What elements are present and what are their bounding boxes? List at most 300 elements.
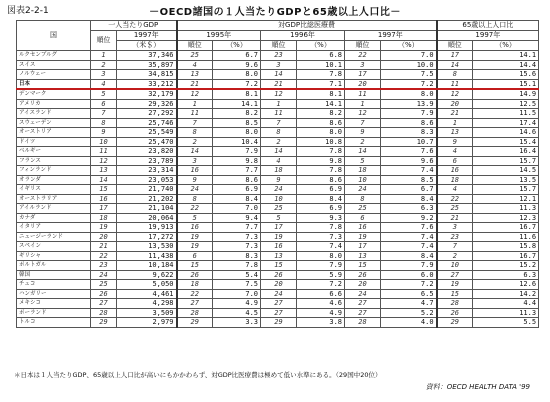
country-cell: イギリス [17,185,91,195]
aged-rank-cell: 21 [437,213,473,223]
aged-value-cell: 6.3 [473,270,539,280]
gdp-value-cell: 25,470 [117,137,177,147]
country-cell: オーストリア [17,128,91,138]
source-credit: 資料：OECD HEALTH DATA '99 [425,383,530,391]
country-cell: 韓国 [17,270,91,280]
health-1997-rank-cell: 22 [345,51,381,61]
health-1996-value-cell: 9.3 [297,213,345,223]
table-row [17,318,539,328]
aged-value-cell: 12.3 [473,213,539,223]
header-h95-unit: （%） [213,41,261,51]
health-1995-rank-cell: 2 [177,137,213,147]
gdp-value-cell: 4,461 [117,289,177,299]
aged-value-cell: 14.1 [473,51,539,61]
table-row [17,213,539,223]
aged-value-cell: 16.4 [473,147,539,157]
header-gdp-rank: 順位 [91,31,117,51]
health-1996-rank-cell: 14 [261,147,297,157]
aged-rank-cell: 29 [437,318,473,328]
header-gdp-group: 一人当たりGDP [91,21,177,31]
aged-rank-cell: 1 [437,118,473,128]
health-1996-rank-cell: 24 [261,289,297,299]
aged-rank-cell: 16 [437,166,473,176]
gdp-value-cell: 2,979 [117,318,177,328]
health-1997-value-cell: 8.4 [381,194,437,204]
health-1997-value-cell: 8.0 [381,89,437,99]
table-row [17,185,539,195]
aged-value-cell: 13.5 [473,175,539,185]
header-h95-rank: 順位 [177,41,213,51]
health-1996-rank-cell: 5 [261,213,297,223]
table-row [17,99,539,109]
health-1996-value-cell: 8.0 [297,128,345,138]
table-row [17,223,539,233]
aged-value-cell: 11.3 [473,204,539,214]
health-1997-value-cell: 8.4 [381,251,437,261]
aged-rank-cell: 4 [437,185,473,195]
health-1995-value-cell: 7.7 [213,166,261,176]
country-cell: イタリア [17,223,91,233]
aged-value-cell: 16.7 [473,251,539,261]
health-1996-value-cell: 7.8 [297,70,345,80]
health-1997-value-cell: 7.2 [381,280,437,290]
health-1996-value-cell: 8.6 [297,118,345,128]
gdp-rank-cell: 16 [91,194,117,204]
health-1997-rank-cell: 8 [345,194,381,204]
health-1997-value-cell: 7.5 [381,70,437,80]
aged-rank-cell: 15 [437,289,473,299]
gdp-rank-cell: 29 [91,318,117,328]
health-1995-rank-cell: 11 [177,109,213,119]
health-1996-rank-cell: 12 [261,89,297,99]
health-1997-rank-cell: 9 [345,128,381,138]
health-1997-rank-cell: 17 [345,70,381,80]
health-1997-rank-cell: 10 [345,175,381,185]
gdp-rank-cell: 12 [91,156,117,166]
health-1996-rank-cell: 27 [261,299,297,309]
health-1996-value-cell: 7.1 [297,79,345,89]
health-1996-value-cell: 4.6 [297,299,345,309]
health-1995-rank-cell: 9 [177,175,213,185]
health-1997-value-cell: 7.0 [381,51,437,61]
gdp-rank-cell: 3 [91,70,117,80]
country-cell: ハンガリー [17,289,91,299]
table-row [17,156,539,166]
gdp-rank-cell: 10 [91,137,117,147]
health-1996-value-cell: 5.9 [297,270,345,280]
table-row [17,147,539,157]
health-1997-rank-cell: 27 [345,308,381,318]
health-1995-value-cell: 7.3 [213,242,261,252]
table-row [17,128,539,138]
country-cell: スウェーデン [17,118,91,128]
health-1997-rank-cell: 2 [345,137,381,147]
health-1995-rank-cell: 22 [177,204,213,214]
country-cell: ベルギー [17,147,91,157]
aged-value-cell: 11.6 [473,232,539,242]
health-1995-value-cell: 8.1 [213,89,261,99]
gdp-rank-cell: 25 [91,280,117,290]
health-1996-value-cell: 7.8 [297,223,345,233]
health-1996-value-cell: 7.9 [297,261,345,271]
header-gdp-unit: （米＄） [117,41,177,51]
gdp-rank-cell: 26 [91,289,117,299]
table-body [17,51,539,328]
country-cell: ノルウェー [17,70,91,80]
health-1995-rank-cell: 24 [177,185,213,195]
country-cell: デンマーク [17,89,91,99]
table-row [17,118,539,128]
aged-rank-cell: 4 [437,147,473,157]
table-row [17,204,539,214]
health-1995-rank-cell: 19 [177,242,213,252]
aged-rank-cell: 7 [437,242,473,252]
health-1995-value-cell: 10.4 [213,137,261,147]
health-1996-rank-cell: 7 [261,118,297,128]
health-1997-rank-cell: 24 [345,289,381,299]
health-1995-rank-cell: 15 [177,261,213,271]
health-1995-value-cell: 7.9 [213,147,261,157]
gdp-value-cell: 17,272 [117,232,177,242]
health-1997-value-cell: 6.3 [381,204,437,214]
aged-value-cell: 15.8 [473,242,539,252]
health-1997-value-cell: 10.7 [381,137,437,147]
health-1995-rank-cell: 7 [177,118,213,128]
gdp-rank-cell: 5 [91,89,117,99]
table-row [17,79,539,89]
health-1996-rank-cell: 2 [261,137,297,147]
table-row [17,232,539,242]
health-1996-rank-cell: 13 [261,251,297,261]
health-1996-value-cell: 6.9 [297,204,345,214]
gdp-value-cell: 21,202 [117,194,177,204]
aged-rank-cell: 8 [437,70,473,80]
health-1997-value-cell: 8.3 [381,128,437,138]
country-cell: スイス [17,60,91,70]
gdp-value-cell: 11,438 [117,251,177,261]
health-1995-rank-cell: 16 [177,166,213,176]
health-1996-rank-cell: 26 [261,270,297,280]
header-h97-rank: 順位 [345,41,381,51]
gdp-value-cell: 23,053 [117,175,177,185]
health-1995-rank-cell: 21 [177,79,213,89]
health-1995-rank-cell: 19 [177,232,213,242]
gdp-value-cell: 29,326 [117,99,177,109]
gdp-value-cell: 25,746 [117,118,177,128]
aged-value-cell: 15.7 [473,156,539,166]
health-1995-value-cell: 8.6 [213,175,261,185]
gdp-value-cell: 23,314 [117,166,177,176]
health-1997-value-cell: 6.0 [381,270,437,280]
figure-title: －OECD諸国の１人当たりGDPと65歳以上人口比－ [149,7,401,18]
health-1996-value-cell: 6.6 [297,289,345,299]
health-1995-rank-cell: 13 [177,70,213,80]
health-1995-rank-cell: 22 [177,289,213,299]
health-1996-value-cell: 14.1 [297,99,345,109]
aged-rank-cell: 11 [437,79,473,89]
health-1997-value-cell: 7.6 [381,223,437,233]
aged-value-cell: 12.1 [473,194,539,204]
country-cell: ドイツ [17,137,91,147]
health-1996-rank-cell: 25 [261,204,297,214]
gdp-rank-cell: 2 [91,60,117,70]
country-cell: トルコ [17,318,91,328]
health-1995-value-cell: 7.3 [213,232,261,242]
health-1997-rank-cell: 5 [345,156,381,166]
table-row [17,194,539,204]
aged-rank-cell: 13 [437,128,473,138]
aged-value-cell: 14.2 [473,289,539,299]
aged-rank-cell: 25 [437,204,473,214]
health-1997-rank-cell: 20 [345,79,381,89]
health-1995-value-cell: 5.4 [213,270,261,280]
table-row [17,289,539,299]
health-1995-value-cell: 7.0 [213,204,261,214]
gdp-rank-cell: 21 [91,242,117,252]
health-1997-rank-cell: 11 [345,89,381,99]
aged-rank-cell: 17 [437,51,473,61]
country-cell: ギリシャ [17,251,91,261]
country-cell: メキシコ [17,299,91,309]
health-1997-rank-cell: 6 [345,213,381,223]
gdp-value-cell: 33,212 [117,79,177,89]
country-cell: ポルトガル [17,261,91,271]
health-1997-value-cell: 7.4 [381,232,437,242]
header-health-1995: 1995年 [177,31,261,41]
gdp-rank-cell: 13 [91,166,117,176]
health-1995-value-cell: 6.7 [213,51,261,61]
gdp-value-cell: 25,549 [117,128,177,138]
gdp-value-cell: 4,298 [117,299,177,309]
table-row [17,109,539,119]
health-1996-rank-cell: 16 [261,242,297,252]
gdp-value-cell: 32,179 [117,89,177,99]
aged-value-cell: 15.4 [473,137,539,147]
health-1996-rank-cell: 27 [261,308,297,318]
gdp-value-cell: 9,622 [117,270,177,280]
aged-value-cell: 14.9 [473,89,539,99]
health-1996-value-cell: 7.8 [297,147,345,157]
aged-value-cell: 15.6 [473,70,539,80]
gdp-value-cell: 19,913 [117,223,177,233]
table-row [17,175,539,185]
aged-rank-cell: 19 [437,280,473,290]
health-1996-rank-cell: 21 [261,79,297,89]
gdp-rank-cell: 23 [91,261,117,271]
gdp-rank-cell: 9 [91,128,117,138]
header-h96-unit: （%） [297,41,345,51]
health-1995-rank-cell: 18 [177,280,213,290]
health-1995-rank-cell: 29 [177,318,213,328]
country-cell: オーストラリア [17,194,91,204]
aged-rank-cell: 10 [437,261,473,271]
health-1995-rank-cell: 1 [177,99,213,109]
table-row [17,280,539,290]
health-1995-rank-cell: 8 [177,128,213,138]
gdp-rank-cell: 18 [91,213,117,223]
header-country: 国 [17,21,91,51]
gdp-rank-cell: 4 [91,79,117,89]
health-1997-rank-cell: 15 [345,261,381,271]
health-1995-rank-cell: 26 [177,270,213,280]
health-1995-rank-cell: 14 [177,147,213,157]
gdp-rank-cell: 28 [91,308,117,318]
health-1997-value-cell: 7.2 [381,79,437,89]
health-1995-rank-cell: 25 [177,51,213,61]
gdp-rank-cell: 8 [91,118,117,128]
oecd-data-table [16,20,539,328]
health-1996-value-cell: 7.3 [297,232,345,242]
health-1997-rank-cell: 17 [345,242,381,252]
country-cell: スペイン [17,242,91,252]
health-1996-value-cell: 7.4 [297,242,345,252]
health-1996-rank-cell: 11 [261,109,297,119]
table-row [17,251,539,261]
health-1995-rank-cell: 27 [177,299,213,309]
gdp-value-cell: 35,897 [117,60,177,70]
aged-value-cell: 11.5 [473,109,539,119]
health-1996-rank-cell: 18 [261,166,297,176]
health-1996-value-cell: 6.9 [297,185,345,195]
header-h96-rank: 順位 [261,41,297,51]
aged-value-cell: 16.7 [473,223,539,233]
aged-rank-cell: 21 [437,109,473,119]
gdp-rank-cell: 22 [91,251,117,261]
health-1996-rank-cell: 23 [261,51,297,61]
aged-rank-cell: 22 [437,194,473,204]
health-1996-rank-cell: 19 [261,232,297,242]
health-1996-rank-cell: 14 [261,70,297,80]
health-1995-value-cell: 8.2 [213,109,261,119]
health-1995-value-cell: 7.2 [213,79,261,89]
health-1997-rank-cell: 24 [345,185,381,195]
health-1997-value-cell: 9.6 [381,156,437,166]
country-cell: ポーランド [17,308,91,318]
health-1997-rank-cell: 20 [345,280,381,290]
table-row [17,89,539,99]
health-1995-value-cell: 3.3 [213,318,261,328]
health-1996-value-cell: 8.0 [297,251,345,261]
gdp-rank-cell: 19 [91,223,117,233]
table-row [17,137,539,147]
health-1997-rank-cell: 25 [345,204,381,214]
health-1997-value-cell: 9.2 [381,213,437,223]
health-1997-rank-cell: 13 [345,251,381,261]
health-1995-value-cell: 4.5 [213,308,261,318]
header-aged-unit: （%） [473,41,539,51]
gdp-value-cell: 3,509 [117,308,177,318]
health-1997-rank-cell: 26 [345,270,381,280]
health-1997-rank-cell: 28 [345,318,381,328]
health-1997-value-cell: 7.6 [381,147,437,157]
health-1996-value-cell: 9.8 [297,156,345,166]
health-1996-rank-cell: 17 [261,223,297,233]
health-1995-value-cell: 8.0 [213,128,261,138]
header-aged-1997: 1997年 [437,31,539,41]
gdp-rank-cell: 6 [91,99,117,109]
gdp-value-cell: 13,530 [117,242,177,252]
health-1997-value-cell: 7.9 [381,261,437,271]
gdp-rank-cell: 20 [91,232,117,242]
health-1997-rank-cell: 19 [345,232,381,242]
health-1997-rank-cell: 12 [345,109,381,119]
gdp-value-cell: 27,292 [117,109,177,119]
health-1995-value-cell: 7.5 [213,280,261,290]
health-1997-value-cell: 6.5 [381,289,437,299]
health-1997-rank-cell: 3 [345,60,381,70]
health-1995-rank-cell: 3 [177,156,213,166]
table-row [17,60,539,70]
country-cell: フィンランド [17,166,91,176]
gdp-rank-cell: 11 [91,147,117,157]
header-gdp-year: 1997年 [117,31,177,41]
health-1995-value-cell: 9.4 [213,213,261,223]
health-1996-value-cell: 8.4 [297,194,345,204]
table-row [17,299,539,309]
health-1997-value-cell: 5.2 [381,308,437,318]
header-health-group: 対GDP比総医療費 [177,21,437,31]
health-1997-rank-cell: 18 [345,166,381,176]
gdp-value-cell: 34,815 [117,70,177,80]
gdp-rank-cell: 24 [91,270,117,280]
aged-value-cell: 11.3 [473,308,539,318]
health-1996-rank-cell: 29 [261,318,297,328]
gdp-rank-cell: 1 [91,51,117,61]
health-1995-value-cell: 4.9 [213,299,261,309]
aged-rank-cell: 28 [437,299,473,309]
health-1996-value-cell: 10.8 [297,137,345,147]
aged-rank-cell: 12 [437,89,473,99]
health-1995-value-cell: 9.6 [213,60,261,70]
health-1995-rank-cell: 8 [177,194,213,204]
health-1996-value-cell: 7.8 [297,166,345,176]
health-1996-value-cell: 8.2 [297,109,345,119]
health-1995-value-cell: 8.0 [213,70,261,80]
table-row [17,308,539,318]
health-1996-rank-cell: 4 [261,156,297,166]
health-1997-value-cell: 10.0 [381,60,437,70]
health-1997-value-cell: 8.6 [381,118,437,128]
health-1996-rank-cell: 15 [261,261,297,271]
country-cell: ニュージーランド [17,232,91,242]
header-health-1996: 1996年 [261,31,345,41]
health-1996-value-cell: 8.6 [297,175,345,185]
health-1995-rank-cell: 12 [177,89,213,99]
health-1996-value-cell: 4.9 [297,308,345,318]
health-1997-rank-cell: 7 [345,118,381,128]
table-row [17,270,539,280]
header-health-1997: 1997年 [345,31,437,41]
health-1997-value-cell: 7.9 [381,109,437,119]
health-1995-value-cell: 9.8 [213,156,261,166]
health-1996-value-cell: 7.2 [297,280,345,290]
health-1995-value-cell: 14.1 [213,99,261,109]
aged-value-cell: 4.4 [473,299,539,309]
table-row [17,70,539,80]
health-1995-value-cell: 6.9 [213,185,261,195]
health-1995-value-cell: 8.3 [213,251,261,261]
table-row [17,261,539,271]
gdp-value-cell: 23,820 [117,147,177,157]
gdp-value-cell: 37,346 [117,51,177,61]
aged-rank-cell: 9 [437,137,473,147]
footnote: ＊日本は１人当たりGDP、65歳以上人口比が高いにもかかわらず、対GDP比医療費は極めて低い水準にある。（29国中20位） [14,371,382,379]
aged-rank-cell: 20 [437,99,473,109]
country-cell: アメリカ [17,99,91,109]
health-1995-value-cell: 7.8 [213,261,261,271]
table-row [17,51,539,61]
gdp-value-cell: 21,104 [117,204,177,214]
